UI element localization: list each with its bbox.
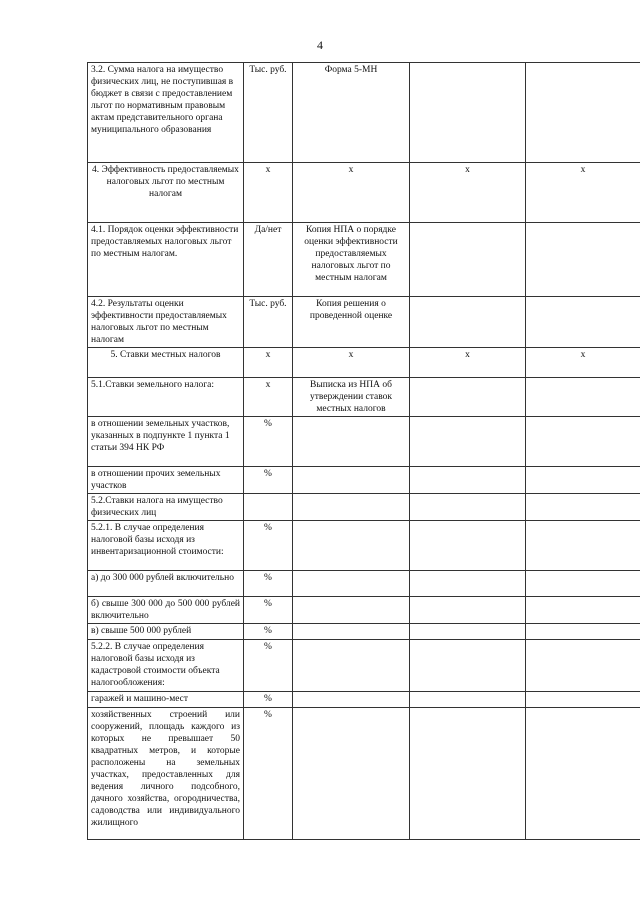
value-cell (410, 571, 526, 597)
indicator-cell: в отношении земельных участков, указанных в подпункте 1 пункта 1 статьи 394 НК РФ (88, 417, 244, 467)
table-row (88, 417, 640, 467)
indicator-cell: 5.2.2. В случае определения налоговой базы исходя из кадастровой стоимости объекта налогообложения: (88, 640, 244, 692)
source-cell (293, 417, 410, 467)
value-cell (526, 708, 640, 840)
value-cell: х (526, 163, 640, 223)
unit-cell (244, 494, 293, 521)
unit-cell: % (244, 571, 293, 597)
value-cell (410, 467, 526, 494)
value-cell (526, 624, 640, 640)
unit-cell: % (244, 597, 293, 624)
unit-cell: % (244, 467, 293, 494)
unit-cell: % (244, 640, 293, 692)
value-cell (526, 571, 640, 597)
value-cell (526, 467, 640, 494)
value-cell (410, 521, 526, 571)
table-row (88, 708, 640, 840)
value-cell (410, 597, 526, 624)
source-cell: Выписка из НПА об утверждении ставок местных налогов (293, 378, 410, 417)
value-cell (410, 63, 526, 163)
unit-cell: х (244, 163, 293, 223)
indicator-cell: 3.2. Сумма налога на имущество физических лиц, не поступившая в бюджет в связи с предоставлением льгот по нормативным правовым актам представительного органа муниципального образования (88, 63, 244, 163)
value-cell (410, 378, 526, 417)
value-cell (526, 597, 640, 624)
unit-cell: Тыс. руб. (244, 63, 293, 163)
table-row (88, 624, 640, 640)
value-cell: х (410, 348, 526, 378)
table-row (88, 163, 640, 223)
value-cell (410, 494, 526, 521)
unit-cell: % (244, 692, 293, 708)
source-cell: х (293, 348, 410, 378)
indicator-cell: б) свыше 300 000 до 500 000 рублей включительно (88, 597, 244, 624)
source-cell (293, 640, 410, 692)
indicator-cell: 5.2.Ставки налога на имущество физических лиц (88, 494, 244, 521)
indicator-cell: в отношении прочих земельных участков (88, 467, 244, 494)
value-cell (410, 708, 526, 840)
table-row (88, 597, 640, 624)
source-cell (293, 597, 410, 624)
table-row (88, 223, 640, 297)
source-cell: Копия НПА о порядке оценки эффективности предоставляемых налоговых льгот по местным налогам (293, 223, 410, 297)
table-row (88, 378, 640, 417)
page-number: 4 (317, 38, 323, 52)
value-cell: х (410, 163, 526, 223)
table-row (88, 348, 640, 378)
unit-cell: % (244, 708, 293, 840)
source-cell (293, 521, 410, 571)
value-cell (410, 297, 526, 348)
table-row (88, 571, 640, 597)
indicator-cell: 5.1.Ставки земельного налога: (88, 378, 244, 417)
value-cell (526, 494, 640, 521)
indicator-cell: 5.2.1. В случае определения налоговой базы исходя из инвентаризационной стоимости: (88, 521, 244, 571)
source-cell (293, 624, 410, 640)
source-cell (293, 494, 410, 521)
source-cell: Копия решения о проведенной оценке (293, 297, 410, 348)
indicator-cell: 4.2. Результаты оценки эффективности предоставляемых налоговых льгот по местным налогам (88, 297, 244, 348)
value-cell (410, 640, 526, 692)
unit-cell: % (244, 417, 293, 467)
unit-cell: Тыс. руб. (244, 297, 293, 348)
source-cell: х (293, 163, 410, 223)
table-row (88, 640, 640, 692)
table-row (88, 692, 640, 708)
value-cell (526, 63, 640, 163)
value-cell (410, 223, 526, 297)
value-cell: х (526, 348, 640, 378)
table-row (88, 297, 640, 348)
table-row (88, 63, 640, 163)
indicator-cell: а) до 300 000 рублей включительно (88, 571, 244, 597)
value-cell (526, 378, 640, 417)
value-cell (526, 521, 640, 571)
source-cell (293, 467, 410, 494)
source-cell (293, 708, 410, 840)
indicator-cell: хозяйственных строений или сооружений, площадь каждого из которых не превышает 50 квадратных метров, и которые расположены на земельных участках, предоставленных для ведения личного подсобного, дачного хозяйства, огородничества, садоводства или индивидуального жилищного (88, 708, 244, 840)
value-cell (410, 417, 526, 467)
indicator-cell: 4.1. Порядок оценки эффективности предоставляемых налоговых льгот по местным налогам. (88, 223, 244, 297)
unit-cell: Да/нет (244, 223, 293, 297)
unit-cell: х (244, 378, 293, 417)
indicator-cell: в) свыше 500 000 рублей (88, 624, 244, 640)
source-cell (293, 571, 410, 597)
unit-cell: х (244, 348, 293, 378)
unit-cell: % (244, 624, 293, 640)
table-row (88, 521, 640, 571)
table-row (88, 494, 640, 521)
indicator-cell: гаражей и машино-мест (88, 692, 244, 708)
value-cell (526, 297, 640, 348)
source-cell (293, 692, 410, 708)
value-cell (526, 640, 640, 692)
source-cell: Форма 5-МН (293, 63, 410, 163)
value-cell (410, 692, 526, 708)
value-cell (410, 624, 526, 640)
unit-cell: % (244, 521, 293, 571)
report-table (87, 62, 640, 840)
value-cell (526, 223, 640, 297)
value-cell (526, 417, 640, 467)
value-cell (526, 692, 640, 708)
section-heading: 5. Ставки местных налогов (88, 348, 244, 378)
table-row (88, 467, 640, 494)
section-heading: 4. Эффективность предоставляемых налоговых льгот по местным налогам (88, 163, 244, 223)
